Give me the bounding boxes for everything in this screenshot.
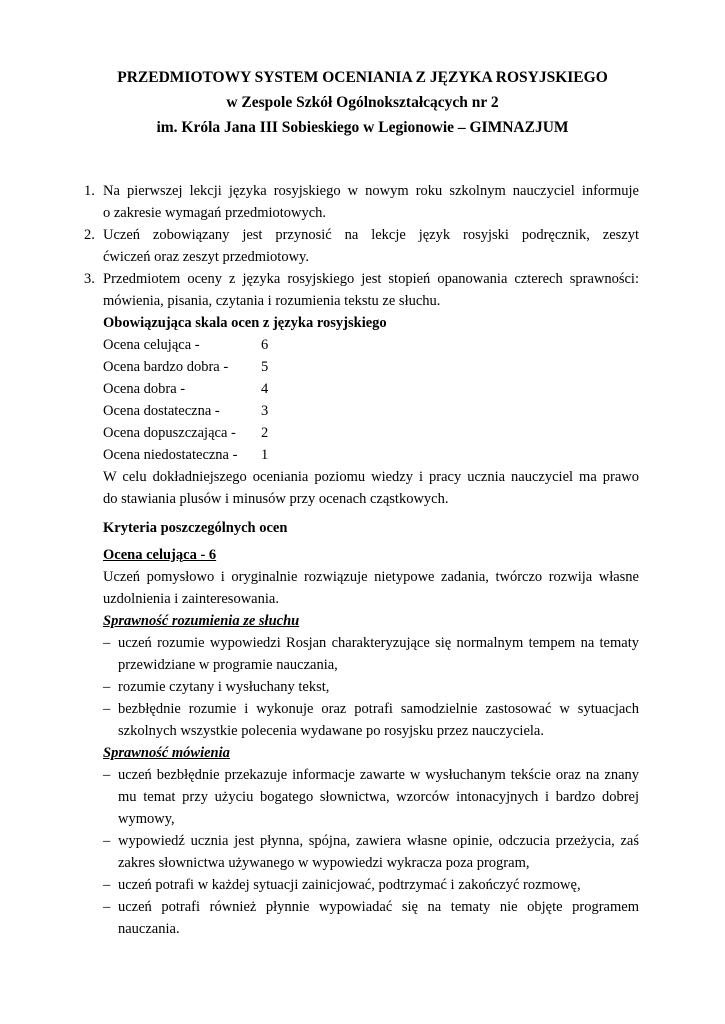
list-item	[84, 874, 639, 896]
rule-text-line: mówienia, pisania, czytania i rozumienia tekstu ze słuchu.	[103, 293, 441, 309]
grade-value: 2	[261, 425, 269, 441]
list-item	[84, 896, 639, 940]
list-item	[84, 830, 639, 874]
rule-number: 2.	[84, 227, 95, 243]
list-item	[84, 632, 639, 676]
grade-scale-table	[103, 334, 268, 466]
rule-text-line: Przedmiotem oceny z języka rosyjskiego jest stopień opanowania czterech sprawności:	[103, 271, 639, 287]
grade-value: 5	[261, 359, 269, 375]
list-item-line: uczeń rozumie wypowiedzi Rosjan charakteryzujące się normalnym tempem na tematy	[118, 635, 639, 651]
rule-number: 1.	[84, 183, 95, 199]
grade-value: 6	[261, 337, 269, 353]
list-item-line: zakres słownictwa używanego w wypowiedzi wykracza poza program,	[118, 855, 530, 871]
document-body	[84, 180, 639, 940]
list-item-line: szkolnych wszystkie polecenia wydawane po rosyjsku przez nauczyciela.	[118, 723, 544, 739]
list-item-line: uczeń bezbłędnie przekazuje informacje zawarte w wysłuchanym tekście oraz na znany	[118, 767, 639, 783]
list-item-line: bezbłędnie rozumie i wykonuje oraz potrafi samodzielnie zastosować w sytuacjach	[118, 701, 639, 717]
dash-bullet: –	[103, 679, 111, 695]
speaking-heading: Sprawność mówienia	[103, 745, 230, 761]
criteria-heading: Kryteria poszczególnych ocen	[103, 520, 288, 536]
rule-item	[84, 180, 639, 224]
list-item-line: wypowiedź ucznia jest płynna, spójna, zawiera własne opinie, odczucia przeżycia, zaś	[118, 833, 639, 849]
grade-row	[103, 422, 268, 444]
grade-6-intro-line: uzdolnienia i zainteresowania.	[103, 591, 279, 607]
title-line-3: im. Króla Jana III Sobieskiego w Legionowie – GIMNAZJUM	[156, 119, 569, 136]
grade-row	[103, 400, 268, 422]
grade-6-intro-line: Uczeń pomysłowo i oryginalnie rozwiązuje nietypowe zadania, twórczo rozwija własne	[103, 569, 639, 585]
rule-item	[84, 224, 639, 268]
list-item-line: uczeń potrafi również płynnie wypowiadać się na tematy nie objęte programem	[118, 899, 639, 915]
scale-note-line: do stawiania plusów i minusów przy ocenach cząstkowych.	[103, 491, 449, 507]
grade-name: Ocena dostateczna -	[103, 403, 220, 419]
list-item-line: rozumie czytany i wysłuchany tekst,	[118, 679, 330, 695]
grade-value: 3	[261, 403, 269, 419]
list-item-line: wymowy,	[118, 811, 175, 827]
grade-6-heading: Ocena celująca - 6	[103, 547, 217, 563]
grade-scale-section	[84, 312, 639, 632]
grade-row	[103, 356, 268, 378]
title-line-2: w Zespole Szkół Ogólnokształcących nr 2	[226, 94, 499, 111]
grade-row	[103, 334, 268, 356]
grade-value: 1	[261, 447, 269, 463]
speaking-list	[84, 764, 639, 940]
listening-heading: Sprawność rozumienia ze słuchu	[103, 613, 300, 629]
dash-bullet: –	[103, 833, 111, 849]
rule-text-line: o zakresie wymagań przedmiotowych.	[103, 205, 327, 221]
list-item-line: mu temat przy użyciu bogatego słownictwa, wzorców intonacyjnych i bardzo dobrej	[118, 789, 639, 805]
list-item	[84, 676, 639, 698]
list-item-line: uczeń potrafi w każdej sytuacji zainicjować, podtrzymać i zakończyć rozmowę,	[118, 877, 581, 893]
grade-row	[103, 444, 268, 466]
grade-name: Ocena bardzo dobra -	[103, 359, 229, 375]
grade-name: Ocena dobra -	[103, 381, 186, 397]
listening-list	[84, 632, 639, 742]
dash-bullet: –	[103, 701, 111, 717]
grade-name: Ocena dopuszczająca -	[103, 425, 236, 441]
speaking-heading-wrap	[84, 742, 639, 764]
rule-number: 3.	[84, 271, 95, 287]
grade-row	[103, 378, 268, 400]
grade-name: Ocena celująca -	[103, 337, 200, 353]
rule-text-line: ćwiczeń oraz zeszyt przedmiotowy.	[103, 249, 309, 265]
dash-bullet: –	[103, 635, 111, 651]
document-title	[60, 65, 665, 140]
grade-scale-heading: Obowiązująca skala ocen z języka rosyjskiego	[103, 315, 387, 331]
dash-bullet: –	[103, 767, 111, 783]
list-item-line: przewidziane w programie nauczania,	[118, 657, 338, 673]
scale-note-line: W celu dokładniejszego oceniania poziomu wiedzy i pracy ucznia nauczyciel ma prawo	[103, 469, 639, 485]
dash-bullet: –	[103, 899, 111, 915]
title-line-1: PRZEDMIOTOWY SYSTEM OCENIANIA Z JĘZYKA ROSYJSKIEGO	[117, 69, 608, 86]
grade-value: 4	[261, 381, 269, 397]
dash-bullet: –	[103, 877, 111, 893]
grade-name: Ocena niedostateczna -	[103, 447, 238, 463]
list-item	[84, 764, 639, 830]
rule-text-line: Na pierwszej lekcji języka rosyjskiego w nowym roku szkolnym nauczyciel informuje	[103, 183, 639, 199]
rule-item	[84, 268, 639, 312]
list-item-line: nauczania.	[118, 921, 180, 937]
list-item	[84, 698, 639, 742]
rule-text-line: Uczeń zobowiązany jest przynosić na lekcje język rosyjski podręcznik, zeszyt	[103, 227, 639, 243]
